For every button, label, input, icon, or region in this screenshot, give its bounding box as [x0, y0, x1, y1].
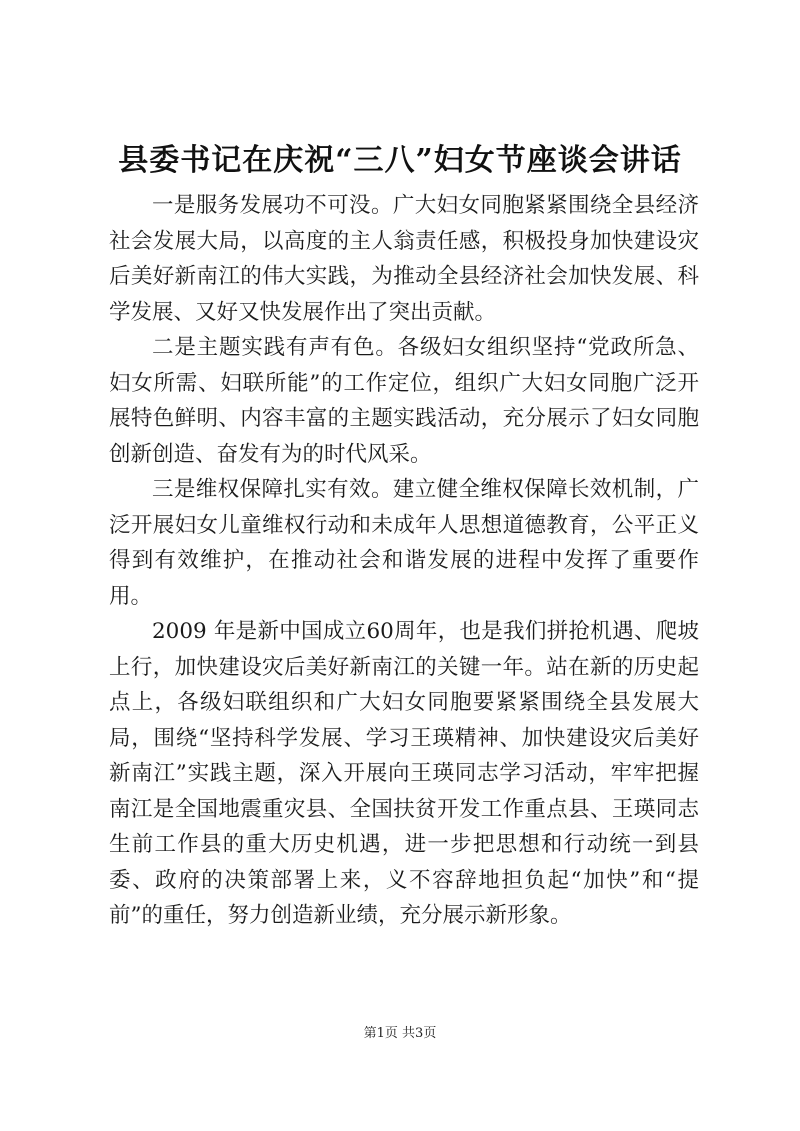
paragraph-1: 一是服务发展功不可没。广大妇女同胞紧紧围绕全县经济社会发展大局，以高度的主人翁责任感，积极投身加快建设灾后美好新南江的伟大实践，为推动全县经济社会加快发展、科学发展、又好又快发展作出了突出贡献。 — [109, 193, 699, 325]
document-body — [109, 188, 699, 934]
page-number-footer: 第1页 共3页 — [363, 1026, 437, 1041]
paragraph-4: 2009 年是新中国成立60周年，也是我们拼抢机遇、爬坡上行，加快建设灾后美好新南江的关键一年。站在新的历史起点上，各级妇联组织和广大妇女同胞要紧紧围绕全县发展大局，围绕“坚持科学发展、学习王瑛精神、加快建设灾后美好新南江”实践主题，深入开展向王瑛同志学习活动，牢牢把握南江是全国地震重灾县、全国扶贫开发工作重点县、王瑛同志生前工作县的重大历史机遇，进一步把思想和行动统一到县委、政府的决策部署上来，义不容辞地担负起“加快”和“提前”的重任，努力创造新业绩，充分展示新形象。 — [109, 619, 699, 928]
document-title: 县委书记在庆祝“三八”妇女节座谈会讲话 — [118, 143, 682, 178]
paragraph-2: 二是主题实践有声有色。各级妇女组织坚持“党政所急、妇女所需、妇联所能”的工作定位，组织广大妇女同胞广泛开展特色鲜明、内容丰富的主题实践活动，充分展示了妇女同胞创新创造、奋发有为的时代风采。 — [109, 335, 699, 467]
paragraph-3: 三是维权保障扎实有效。建立健全维权保障长效机制，广泛开展妇女儿童维权行动和未成年人思想道德教育，公平正义得到有效维护，在推动社会和谐发展的进程中发挥了重要作用。 — [109, 477, 699, 609]
